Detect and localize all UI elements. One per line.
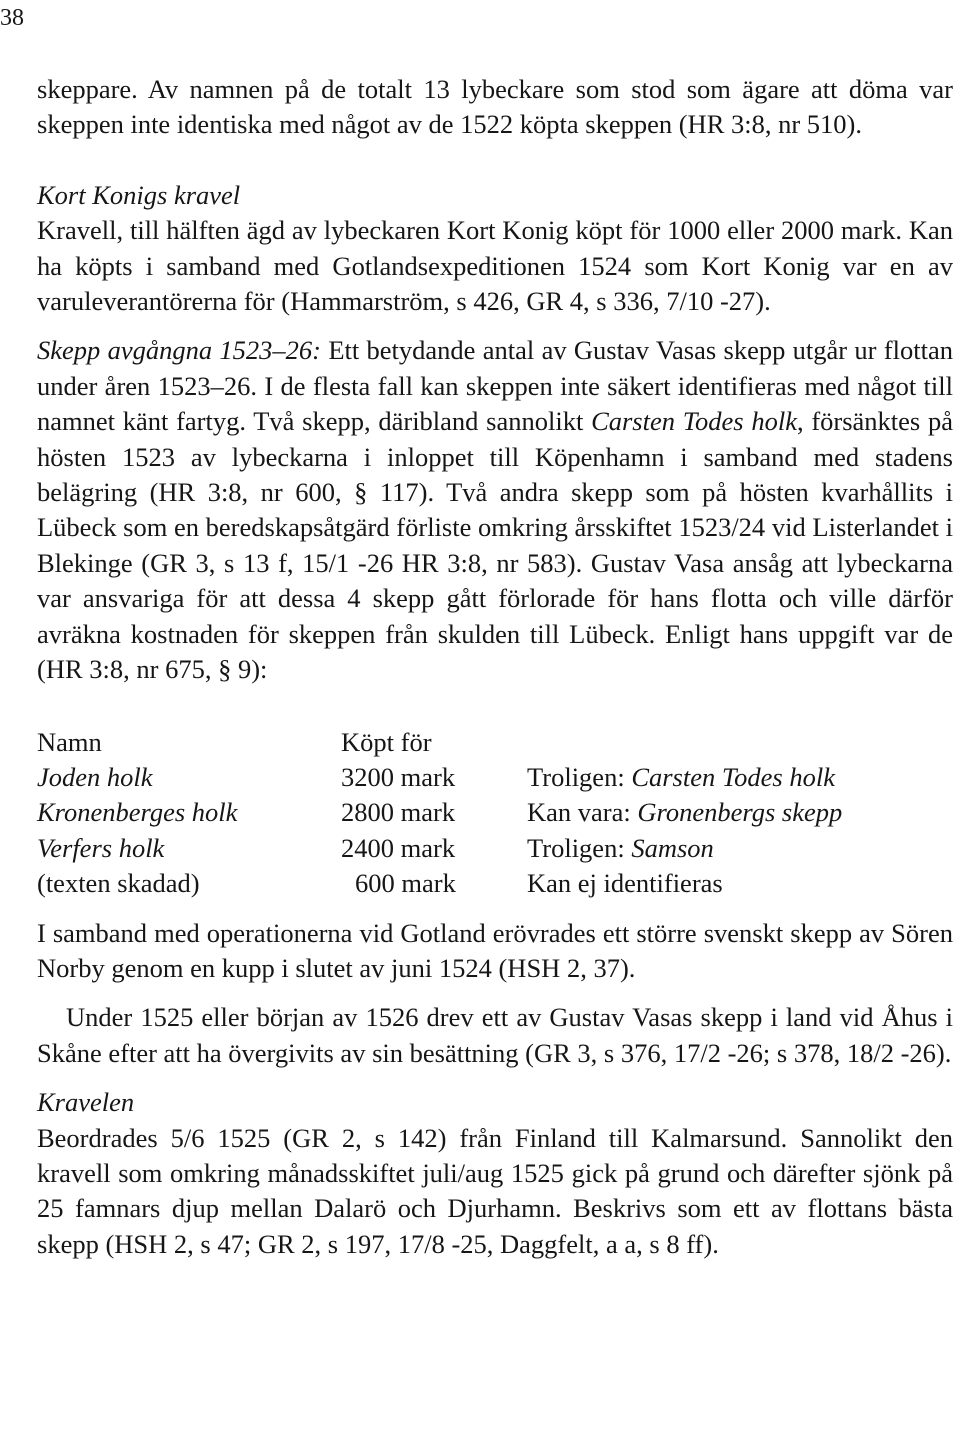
ship-note [527, 795, 953, 830]
note-prefix: Troligen: [527, 761, 632, 792]
ship-name-carsten: Carsten Todes holk [591, 406, 797, 437]
ship-name: (texten skadad) [37, 868, 200, 899]
ship-price: 3200 mark [341, 761, 456, 792]
ship-note [527, 831, 953, 866]
note-ship: Carsten Todes holk [631, 761, 835, 792]
ship-name-text: Joden holk [37, 761, 153, 792]
paragraph-under-1525: Under 1525 eller början av 1526 drev ett av Gustav Vasas skepp i land vid Åhus i Skåne efter att ha övergivits av sin besättning (GR 3, s 376, 17/2 -26; s 378, 18/2 -26). [37, 1002, 953, 1068]
note-prefix: Troligen: [527, 832, 632, 863]
paragraph-samband: I samband med operationerna vid Gotland erövrades ett större svenskt skepp av Sören Norby genom en kupp i slutet av juni 1524 (HSH 2, 37). [37, 917, 953, 983]
table-row [37, 760, 953, 795]
ship-note [527, 760, 953, 795]
table-row [37, 795, 953, 830]
header-price: Köpt för [341, 726, 432, 757]
ship-name [37, 795, 341, 830]
skepp-text-1: Ett betydande antal av Gustav Vasas skepp utgår ur flottan under åren 1523–26. I de flesta fall kan skeppen inte säkert identifieras med något till namnet känt fartyg. Två skepp, däribland sannolikt [37, 335, 953, 437]
page-number: 38 [0, 5, 24, 31]
ship-price: 2800 mark [341, 797, 456, 828]
note-prefix: Kan vara: [527, 797, 638, 828]
skepp-text-2: , försänktes på hösten 1523 av lybeckarna i inloppet till Köpenhamn i samband med stadens belägring (HR 3:8, nr 600, § 117). Två andra skepp som på hösten kvarhållits i Lübeck som en beredskapsåtgärd förliste omkring årsskiftet 1523/24 vid Listerlandet i Blekinge (GR 3, s 13 f, 15/1 -26 HR 3:8, nr 583). Gustav Vasa ansåg att lybeckarna var ansvariga för att dessa 4 skepp gått förlorade för hans flotta och ville därför avräkna kostnaden för skeppen från skulden till Lübeck. Enligt hans uppgift var de (HR 3:8, nr 675, § 9): [37, 406, 953, 685]
section-heading-kort-konigs-kravel: Kort Konigs kravel [37, 179, 241, 210]
note-ship: Gronenbergs skepp [637, 797, 843, 828]
table-row [37, 866, 953, 901]
ship-name [37, 760, 341, 795]
header-name: Namn [37, 726, 102, 757]
section-heading-skepp-avgangna: Skepp avgångna 1523–26: [37, 335, 321, 366]
section-heading-kravelen: Kravelen [37, 1087, 135, 1118]
ship-name-text: Verfers holk [37, 832, 165, 863]
ship-note: Kan ej identifieras [527, 868, 723, 899]
ship-table-header [37, 725, 953, 760]
ship-name [37, 831, 341, 866]
paragraph-kravelen: Beordrades 5/6 1525 (GR 2, s 142) från Finland till Kalmarsund. Sannolikt den kravell som omkring månadsskiftet juli/aug 1525 gick på grund och därefter sjönk på 25 famnars djup mellan Dalarö och Djurhamn. Beskrivs som ett av flottans bästa skepp (HSH 2, s 47; GR 2, s 197, 17/8 -25, Daggfelt, a a, s 8 ff). [37, 1122, 953, 1259]
paragraph-intro: skeppare. Av namnen på de totalt 13 lybeckare som stod som ägare att döma var skeppen inte identiska med något av de 1522 köpta skeppen (HR 3:8, nr 510). [37, 74, 953, 140]
paragraph-skepp-avgangna [37, 333, 953, 687]
page-body [37, 72, 953, 1262]
ship-table [37, 725, 953, 902]
ship-name-text: Kronenberges holk [37, 797, 238, 828]
ship-price: 600 mark [355, 868, 456, 899]
ship-price: 2400 mark [341, 832, 456, 863]
paragraph-kort-konigs-kravel: Kravell, till hälften ägd av lybeckaren Kort Konig köpt för 1000 eller 2000 mark. Kan ha köpts i samband med Gotlandsexpeditionen 1524 som Kort Konig var en av varuleverantörerna för (Hammarström, s 426, GR 4, s 336, 7/10 -27). [37, 215, 953, 317]
note-ship: Samson [631, 832, 714, 863]
header-note [527, 725, 953, 760]
table-row [37, 831, 953, 866]
